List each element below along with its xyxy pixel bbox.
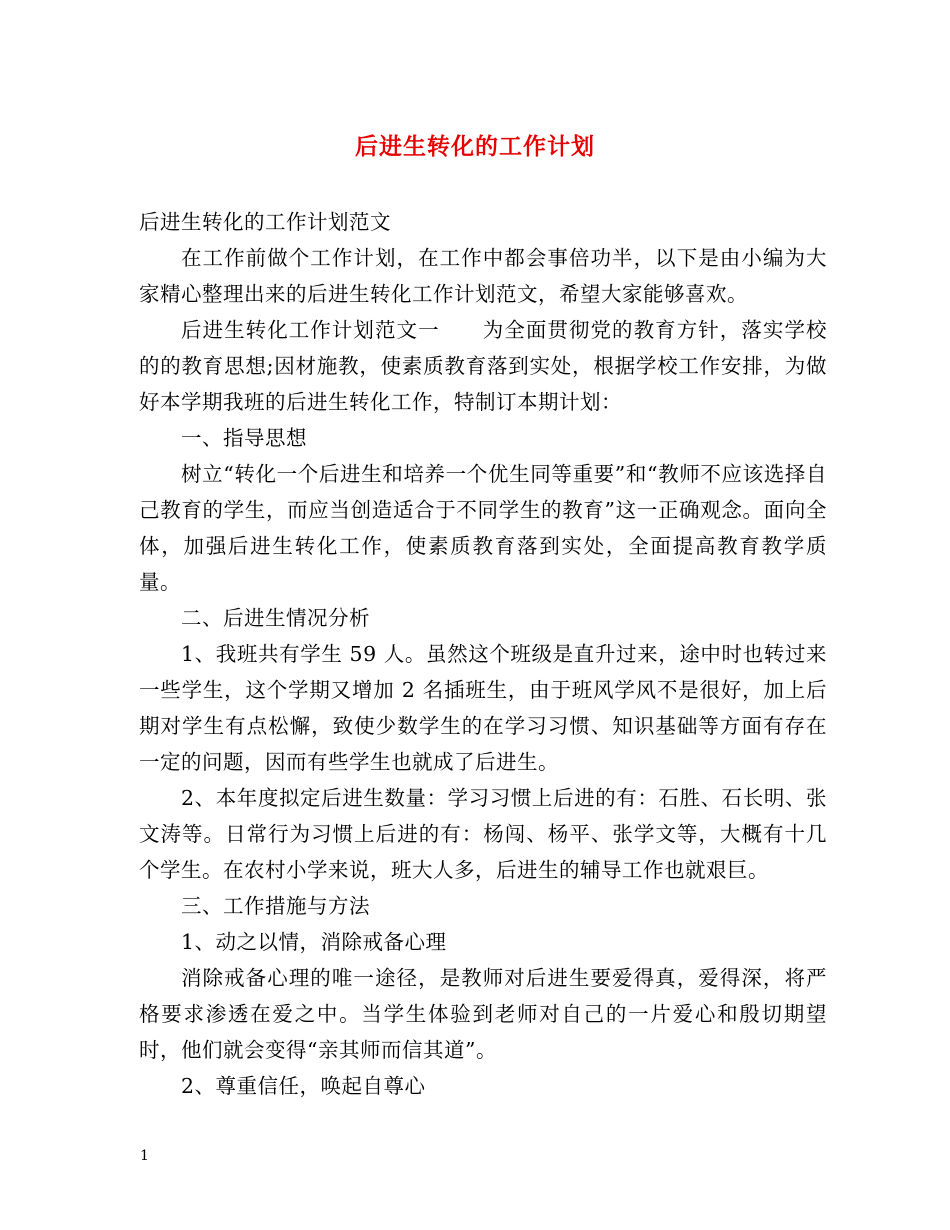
page-number: 1 [140, 1148, 149, 1164]
document-body [139, 204, 827, 1104]
document-title: 后进生转化的工作计划 [355, 133, 595, 160]
section-heading-analysis: 二、后进生情况分析 [181, 606, 370, 630]
paragraph-analysis-1: 1、我班共有学生 59 人。虽然这个班级是直升过来，途中时也转过来一些学生，这个学期又增加 2 名插班生，由于班风学风不是很好，加上后期对学生有点松懈，致使少数学生的在学习习惯、知识基础等方面有存在一定的问题，因而有些学生也就成了后进生。 [139, 642, 827, 774]
paragraph-intro: 在工作前做个工作计划，在工作中都会事倍功半，以下是由小编为大家精心整理出来的后进生转化工作计划范文，希望大家能够喜欢。 [139, 246, 827, 306]
paragraph-subtitle: 后进生转化的工作计划范文 [139, 210, 391, 234]
section-heading-measures: 三、工作措施与方法 [181, 894, 370, 918]
paragraph-plan-purpose: 后进生转化工作计划范文一 为全面贯彻党的教育方针，落实学校的的教育思想;因材施教，使素质教育落到实处，根据学校工作安排，为做好本学期我班的后进生转化工作，特制订本期计划： [139, 318, 827, 414]
paragraph-analysis-2: 2、本年度拟定后进生数量：学习习惯上后进的有：石胜、石长明、张文涛等。日常行为习惯上后进的有：杨闯、杨平、张学文等，大概有十几个学生。在农村小学来说，班大人多，后进生的辅导工作也就艰巨。 [139, 786, 827, 882]
section-heading-guiding-thought: 一、指导思想 [181, 426, 307, 450]
subheading-measure-2: 2、尊重信任，唤起自尊心 [181, 1074, 426, 1098]
subheading-measure-1: 1、动之以情，消除戒备心理 [181, 930, 447, 954]
paragraph-guiding-thought: 树立“转化一个后进生和培养一个优生同等重要”和“教师不应该选择自己教育的学生，而应当创造适合于不同学生的教育”这一正确观念。面向全体，加强后进生转化工作，使素质教育落到实处，全面提高教育教学质量。 [139, 462, 827, 594]
paragraph-measure-1: 消除戒备心理的唯一途径，是教师对后进生要爱得真，爱得深，将严格要求渗透在爱之中。当学生体验到老师对自己的一片爱心和殷切期望时，他们就会变得“亲其师而信其道”。 [139, 966, 827, 1062]
